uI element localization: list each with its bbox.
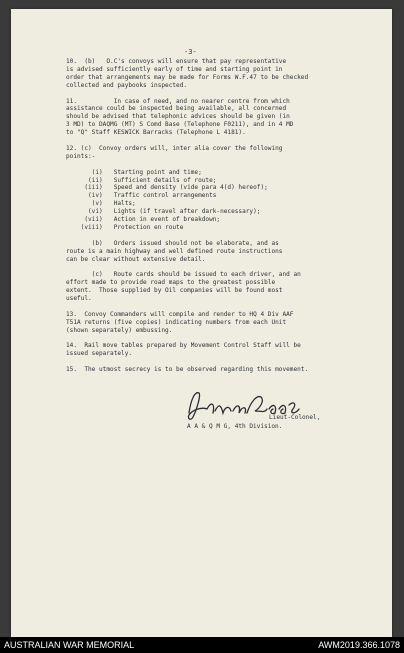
signature-title-appointment: A A & Q M G, 4th Division. [187, 423, 283, 430]
document-line: T51A returns (five copies) indicating numbers from each Unit [66, 318, 287, 326]
document-line: (iii) Speed and density (vide para 4(d) hereof); [66, 184, 268, 192]
page-number: -3- [184, 48, 197, 56]
footer-accession-number: AWM2019.366.1078 [318, 640, 400, 650]
document-line: 13. Convoy Commanders will compile and render to HQ 4 Div AAF [66, 310, 294, 318]
document-line: should be advised that telephonic advices should be given (in [66, 113, 290, 121]
document-line: (v) Halts; [66, 200, 136, 208]
document-line: (ii) Sufficient details of route; [66, 176, 217, 184]
document-line: issued separately. [66, 350, 133, 358]
document-line: (vii) Action in event of breakdown; [66, 216, 221, 223]
footer-bar [0, 637, 404, 653]
document-line: points:- [66, 152, 96, 160]
document-line: 14. Rail move tables prepared by Movement Control Staff will be [66, 342, 301, 350]
document-line: route is a main highway and well defined route instructions [66, 247, 283, 255]
document-line: (shown separately) embussing. [66, 326, 173, 334]
document-line: is advised sufficiently early of time and starting point in [66, 65, 283, 73]
footer-institution: AUSTRALIAN WAR MEMORIAL [4, 640, 135, 650]
document-line: 12. (c) Convoy orders will, inter alia cover the following [66, 144, 283, 152]
document-line: collected and paybooks inspected. [66, 81, 188, 89]
document-line: assistance could be inspected being available, all concerned [66, 105, 287, 113]
document-line: (viii) Protection en route [66, 223, 184, 231]
document-line: (iv) Traffic control arrangements [66, 192, 217, 200]
document-line: can be clear without extensive detail. [66, 255, 206, 263]
document-line: 10. (b) O.C's convoys will ensure that pay representative [66, 58, 287, 65]
document-line: order that arrangements may be made for Forms W.F.47 to be checked [66, 73, 309, 81]
document-page [11, 9, 392, 637]
document-line: (c) Route cards should be issued to each driver, and an [66, 271, 301, 279]
document-line: (b) Orders issued should not be elaborate, and as [66, 239, 279, 247]
document-line: 15. The utmost secrecy is to be observed regarding this movement. [66, 366, 309, 374]
document-line: to "Q" Staff KESWICK Barracks (Telephone L 4181). [66, 129, 246, 137]
document-line: effort made to provide road maps to the greatest possible [66, 279, 276, 287]
document-line: 3 MD) to DAQMG (MT) S Comd Base (Telephone F0211), and in 4 MD [66, 121, 294, 129]
document-line: extent. Those supplied by Oil companies will be found most [66, 287, 283, 295]
document-line: (vi) Lights (if travel after dark-necessary); [66, 208, 261, 216]
document-line: (i) Starting point and time; [66, 168, 202, 176]
document-line: useful. [66, 295, 92, 302]
signature-title-rank: Lieut-Colonel, [269, 414, 321, 421]
document-line: 11. In case of need, and no nearer centre from which [66, 97, 290, 105]
